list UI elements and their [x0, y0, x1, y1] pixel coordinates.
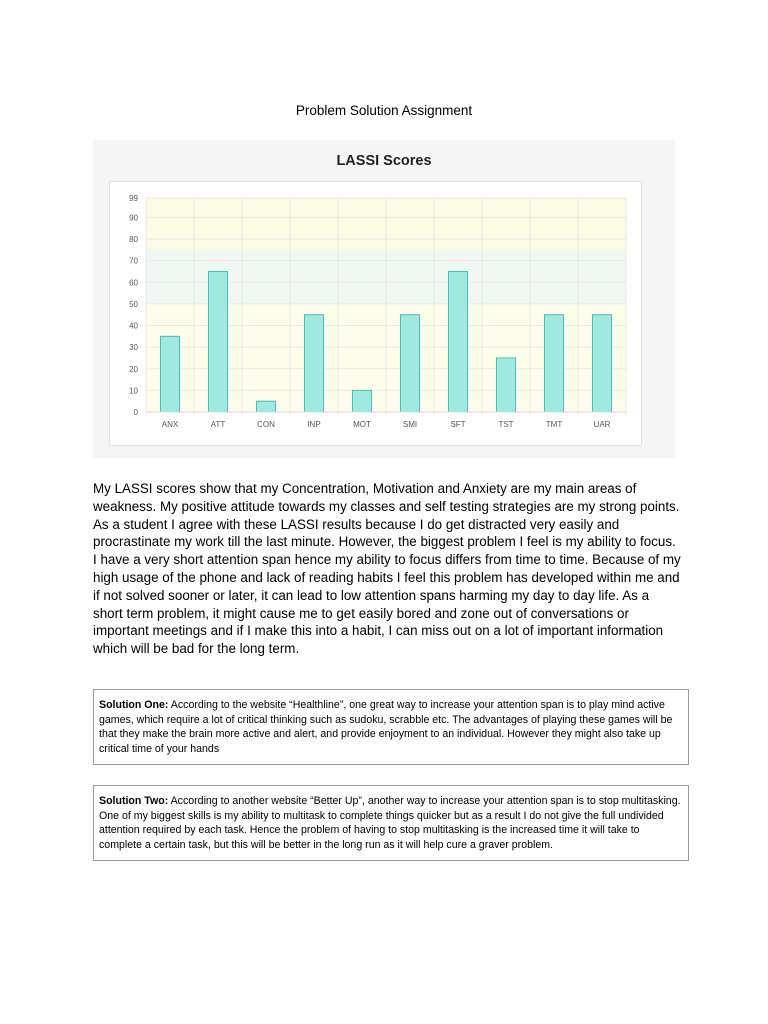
y-tick-label: 80 [129, 235, 138, 245]
x-tick-label: INP [307, 420, 321, 429]
lassi-bar-chart [110, 182, 641, 445]
solution-two-box [93, 785, 689, 861]
bar-att [209, 271, 228, 412]
y-tick-label: 0 [133, 408, 138, 417]
y-tick-label: 70 [129, 256, 138, 266]
analysis-paragraph: My LASSI scores show that my Concentration, Motivation and Anxiety are my main areas of weakness. My positive attitude towards my classes and self testing strategies are my strong points. As a student I agree with these LASSI results because I do get distracted very easily and procrastinate my work till the last minute. However, the biggest problem I feel is my ability to focus. I have a very short attention span hence my ability to focus differs from time to time. Because of my high usage of the phone and lack of reading habits I feel this problem has developed within me and if not solved sooner or later, it can lead to low attention spans harming my day to day life. As a short term problem, it might cause me to get easily bored and zone out of conversations or important meetings and if I make this into a habit, I can miss out on a lot of important information which will be bad for the long term. [93, 481, 681, 657]
x-tick-label: TMT [545, 420, 563, 429]
solution-two-text: According to another website “Better Up”, another way to increase your attention span is to stop multitasking. One of my biggest skills is my ability to multitask to complete things quicker but as a result I do not give the full undivided attention required by each task. Hence the problem of having to stop multitasking is the increased time it will take to complete a certain task, but this will be better in the long run as it will help cure a graver problem. [99, 795, 681, 851]
solution-one-label: Solution One: [99, 699, 169, 711]
bar-sft [449, 271, 468, 412]
x-tick-label: UAR [593, 420, 611, 429]
chart-plot-card [109, 181, 642, 446]
y-tick-label: 60 [129, 278, 138, 288]
x-tick-label: ATT [210, 420, 226, 429]
bar-tmt [545, 315, 564, 412]
bar-mot [353, 390, 372, 412]
x-tick-label: SFT [450, 420, 466, 429]
solution-one-box [93, 689, 689, 765]
y-tick-label: 30 [129, 343, 138, 353]
bar-inp [305, 315, 324, 412]
solution-two-label: Solution Two: [99, 795, 169, 807]
bar-con [257, 401, 276, 412]
x-tick-label: TST [498, 420, 514, 429]
solution-one-text: According to the website “Healthline”, one great way to increase your attention span is to play mind active games, which require a lot of critical thinking such as sudoku, scrabble etc. The advantages of playing these games will be that they make the brain more active and alert, and provide enjoyment to an individual. However they might also take up critical time of your hands [99, 699, 673, 755]
x-tick-label: SMI [402, 420, 418, 429]
lassi-chart-panel [93, 140, 675, 458]
bar-anx [161, 336, 180, 412]
y-tick-label: 10 [129, 386, 138, 396]
y-tick-label: 90 [129, 213, 138, 223]
page-title: Problem Solution Assignment [295, 103, 473, 118]
bar-smi [401, 315, 420, 412]
y-tick-label: 50 [129, 299, 138, 309]
x-tick-label: CON [257, 420, 275, 429]
x-tick-label: ANX [161, 420, 179, 429]
x-tick-label: MOT [353, 420, 371, 429]
bar-tst [497, 358, 516, 412]
bar-uar [593, 315, 612, 412]
y-tick-label: 99 [129, 194, 138, 203]
chart-title: LASSI Scores [336, 153, 432, 169]
y-tick-label: 40 [129, 321, 138, 331]
y-tick-label: 20 [129, 364, 138, 374]
